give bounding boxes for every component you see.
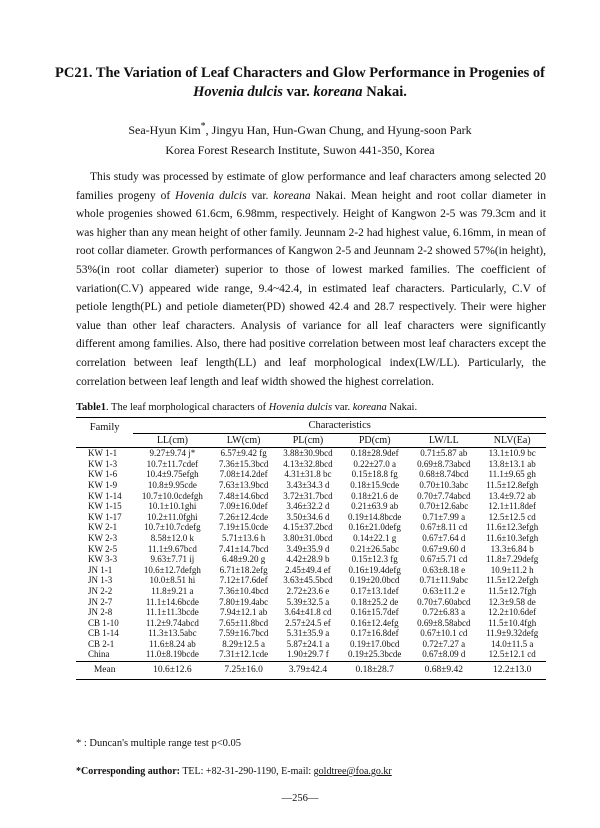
table-row (76, 459, 546, 470)
value-cell: 7.09±16.0def (219, 501, 268, 512)
value-cell: 11.8±7.29defg (486, 554, 539, 565)
value-cell: 0.70±7.74abcd (417, 490, 471, 501)
value-cell: 4.15±37.2bcd (283, 522, 333, 533)
family-cell: KW 3-3 (88, 554, 118, 565)
value-cell: 0.21±63.9 ab (351, 501, 399, 512)
family-header: Family (89, 422, 120, 433)
value-cell: 0.17±16.8def (350, 628, 399, 639)
value-cell: 10.9±11.2 h (490, 564, 534, 575)
table-row (76, 575, 546, 586)
value-cell: 11.5±12.7fgh (488, 585, 537, 596)
value-cell: 0.70±7.60abcd (417, 596, 471, 607)
value-cell: 3.64±41.8 cd (284, 607, 332, 618)
caption-text-b: var. (332, 402, 353, 413)
column-header: PD(cm) (358, 434, 391, 446)
value-cell: 11.0±8.19bcde (145, 649, 199, 660)
corresponding-author (76, 766, 392, 777)
value-cell: 7.41±14.7bcd (218, 543, 269, 554)
value-cell: 5.39±32.5 a (286, 596, 330, 607)
value-cell: 3.49±35.9 d (286, 543, 330, 554)
family-cell: KW 1-1 (88, 448, 118, 459)
title-end: Nakai. (362, 84, 407, 100)
value-cell: 0.16±12.4efg (350, 617, 399, 628)
value-cell: 14.0±11.5 a (491, 638, 534, 649)
table-row (76, 649, 546, 661)
corresponding-email-link[interactable]: goldtree@foa.go.kr (313, 766, 392, 777)
mean-cell: 10.6±12.6 (153, 665, 192, 676)
value-cell: 0.14±22.1 g (353, 532, 397, 543)
value-cell: 0.18±25.2 de (351, 596, 399, 607)
value-cell: 3.43±34.3 d (286, 479, 330, 490)
value-cell: 11.9±9.32defg (486, 628, 539, 639)
value-cell: 0.19±20.0bcd (349, 575, 400, 586)
value-cell: 0.67±10.1 cd (420, 628, 468, 639)
value-cell: 11.1±9.65 gh (488, 469, 536, 480)
value-cell: 10.7±10.7cdefg (144, 522, 201, 533)
value-cell: 0.16±15.7def (350, 607, 399, 618)
value-cell: 0.18±28.9def (350, 448, 399, 459)
value-cell: 2.57±24.5 ef (285, 617, 331, 628)
table-row (76, 533, 546, 544)
value-cell: 0.67±8.09 d (422, 649, 466, 660)
value-cell: 0.67±8.11 cd (420, 522, 468, 533)
value-cell: 0.69±8.73abcd (417, 458, 471, 469)
table-row (76, 597, 546, 608)
family-cell: KW 1-14 (88, 490, 122, 501)
family-cell: JN 2-7 (88, 596, 113, 607)
mean-label: Mean (93, 665, 116, 676)
value-cell: 0.68±8.74bcd (419, 469, 469, 480)
value-cell: 7.94±12.1 ab (220, 607, 268, 618)
table-row (76, 554, 546, 565)
value-cell: 5.87±24.1 a (286, 638, 330, 649)
value-cell: 3.63±45.5bcd (283, 575, 333, 586)
abstract-variety: koreana (273, 189, 311, 202)
value-cell: 10.7±10.0cdefgh (141, 490, 203, 501)
value-cell: 0.72±7.27 a (422, 638, 466, 649)
table-body (76, 448, 546, 662)
table-row (76, 607, 546, 618)
value-cell: 7.36±15.3bcd (218, 458, 269, 469)
table-row (76, 491, 546, 502)
value-cell: 10.8±9.95cde (147, 479, 197, 490)
value-cell: 0.63±11.2 e (422, 585, 466, 596)
value-cell: 0.18±15.9cde (350, 479, 400, 490)
table-row (76, 522, 546, 533)
value-cell: 0.67±9.60 d (422, 543, 466, 554)
author-star: * (200, 121, 206, 132)
author-rest: , Jingyu Han, Hun-Gwan Chung, and Hyung-soon Park (205, 123, 472, 137)
value-cell: 7.65±11.8bcd (219, 617, 269, 628)
table-caption (76, 402, 417, 413)
value-cell: 3.88±30.9bcd (283, 448, 333, 459)
value-cell: 11.1±11.3bcde (146, 607, 199, 618)
column-header: PL(cm) (292, 434, 324, 446)
value-cell: 0.19±14.8bcde (347, 511, 402, 522)
value-cell: 2.45±49.4 ef (285, 564, 331, 575)
value-cell: 13.3±6.84 b (490, 543, 534, 554)
value-cell: 7.12±17.6def (219, 575, 268, 586)
value-cell: 4.31±31.8 bc (284, 469, 332, 480)
mean-cell: 0.18±28.7 (355, 665, 394, 676)
family-cell: JN 2-8 (88, 607, 113, 618)
value-cell: 5.31±35.9 a (286, 628, 330, 639)
value-cell: 9.63±7.71 ij (150, 554, 195, 565)
table-row (76, 628, 546, 639)
value-cell: 8.58±12.0 k (150, 532, 194, 543)
value-cell: 2.72±23.6 e (286, 585, 330, 596)
value-cell: 4.42±28.9 b (286, 554, 330, 565)
characteristics-header: Characteristics (133, 418, 546, 434)
value-cell: 13.1±10.9 bc (488, 448, 536, 459)
value-cell: 7.63±13.9bcd (218, 479, 269, 490)
value-cell: 0.71±11.9abc (419, 575, 469, 586)
value-cell: 12.5±12.5 cd (488, 511, 536, 522)
value-cell: 7.36±10.4bcd (218, 585, 269, 596)
value-cell: 0.71±5.87 ab (420, 448, 468, 459)
caption-label: Table1 (76, 402, 106, 413)
table-row (76, 565, 546, 576)
table-row (76, 586, 546, 597)
value-cell: 11.6±12.3efgh (486, 522, 539, 533)
column-header: LW(cm) (226, 434, 261, 446)
author-block (40, 117, 560, 160)
family-cell: KW 1-6 (88, 469, 118, 480)
value-cell: 7.19±15.0cde (219, 522, 269, 533)
family-cell: CB 2-1 (88, 638, 115, 649)
mean-cell: 0.68±9.42 (424, 665, 464, 676)
value-cell: 0.16±19.4defg (348, 564, 401, 575)
value-cell: 7.08±14.2def (219, 469, 268, 480)
value-cell: 0.21±26.5abc (350, 543, 400, 554)
family-cell: JN 1-1 (88, 564, 113, 575)
value-cell: 12.3±9.58 de (488, 596, 536, 607)
table-row (76, 618, 546, 629)
value-cell: 0.18±21.6 de (351, 490, 399, 501)
value-cell: 0.69±8.58abcd (417, 617, 471, 628)
title-line-1: PC21. The Variation of Leaf Characters and Glow Performance in Progenies of (55, 65, 545, 81)
value-cell: 10.0±8.51 hi (149, 575, 196, 586)
value-cell: 12.2±10.6def (488, 607, 537, 618)
column-header-row (76, 433, 546, 448)
family-cell: JN 1-3 (88, 575, 113, 586)
value-cell: 0.70±10.3abc (419, 479, 469, 490)
value-cell: 0.15±18.8 fg (351, 469, 398, 480)
value-cell: 11.5±10.4fgh (488, 617, 537, 628)
value-cell: 0.19±25.3bcde (347, 649, 402, 660)
value-cell: 5.71±13.6 h (222, 532, 266, 543)
table-row (76, 480, 546, 491)
value-cell: 3.50±34.6 d (286, 511, 330, 522)
family-cell: KW 2-3 (88, 532, 118, 543)
value-cell: 0.72±6.83 a (422, 607, 466, 618)
value-cell: 10.4±9.75efgh (146, 469, 199, 480)
family-cell: KW 2-1 (88, 522, 118, 533)
mean-row (76, 662, 546, 680)
value-cell: 8.29±12.5 a (222, 638, 265, 649)
family-cell: CB 1-14 (88, 628, 119, 639)
title-variety: koreana (313, 84, 363, 100)
corresponding-text: TEL: +82-31-290-1190, E-mail: (180, 766, 314, 777)
abstract-part-3: Nakai. Mean height and root collar diameter in whole progenies showed 61.6cm, 6.98mm, respectively. Height of Kangwon 2-5 was 79.3cm and it was higher than any mean height of other family. Jeunnam 2-2 had highest value, 6.16mm, in mean of root collar diameter. Growth performances of Kangwon 2-5 and Jeunnam 2-2 showed 57%(in height), 53%(in root collar diameter) superior to those of lowest marked families. The coefficient of variation(C.V) appeared wide range, 9.4~42.4, in estimated leaf characters. Particularly, C.V of petiole length(PL) and petiole diameter(PD) showed 42.4 and 28.7 respectively. Their were higher value than other leaf characters. Analysis of variance for all leaf characters were significantly different among families. Also, there had positive correlation between most leaf characters except the correlation between leaf length(LL) and leaf morphological index(LW/LL). Particularly, the correlation between leaf length and leaf width showed the highest correlation. (76, 189, 546, 388)
family-cell: KW 1-17 (88, 511, 122, 522)
value-cell: 1.90±29.7 f (287, 649, 329, 660)
title-species: Hovenia dulcis (193, 84, 283, 100)
mean-cell: 7.25±16.0 (224, 665, 263, 676)
table-row (76, 512, 546, 523)
column-header: LL(cm) (156, 434, 188, 446)
title-var: var. (282, 84, 314, 100)
column-header: NLV(Ea) (493, 434, 531, 446)
family-cell: JN 2-2 (88, 585, 113, 596)
family-cell: China (88, 649, 110, 660)
value-cell: 0.15±12.3 fg (351, 554, 398, 565)
family-cell: CB 1-10 (88, 617, 119, 628)
value-cell: 11.5±12.2efgh (486, 575, 539, 586)
family-cell: KW 1-9 (88, 479, 118, 490)
value-cell: 7.48±14.6bcd (218, 490, 269, 501)
abstract-species: Hovenia dulcis (175, 189, 247, 202)
caption-text-c: Nakai. (386, 402, 418, 413)
value-cell: 10.1±10.1ghi (148, 501, 197, 512)
value-cell: 11.8±9.21 a (151, 585, 194, 596)
value-cell: 0.63±8.18 e (422, 564, 466, 575)
family-cell: KW 1-15 (88, 501, 122, 512)
value-cell: 10.2±11.0fghi (147, 511, 198, 522)
value-cell: 6.71±18.2efg (219, 564, 268, 575)
value-cell: 12.1±11.8def (488, 501, 536, 512)
table-row (76, 448, 546, 459)
table-row (76, 469, 546, 480)
family-cell: KW 1-3 (88, 458, 118, 469)
value-cell: 6.57±9.42 fg (220, 448, 267, 459)
value-cell: 0.71±7.99 a (422, 511, 466, 522)
value-cell: 0.22±27.0 a (353, 458, 397, 469)
value-cell: 7.59±16.7bcd (218, 628, 269, 639)
value-cell: 11.1±14.6bcde (145, 596, 199, 607)
value-cell: 6.48±9.20 g (222, 554, 266, 565)
leaf-characters-table (76, 417, 546, 680)
value-cell: 10.6±12.7defgh (143, 564, 201, 575)
value-cell: 11.2±9.74abcd (145, 617, 199, 628)
caption-variety: koreana (352, 402, 387, 413)
value-cell: 3.80±31.0bcd (283, 532, 333, 543)
corresponding-label: *Corresponding author: (76, 766, 180, 777)
value-cell: 3.72±31.7bcd (283, 490, 333, 501)
caption-text-a: . The leaf morphological characters of (105, 402, 269, 413)
value-cell: 0.70±12.6abc (419, 501, 469, 512)
table-row (76, 544, 546, 555)
mean-cell: 3.79±42.4 (288, 665, 328, 676)
value-cell: 7.26±12.4cde (219, 511, 269, 522)
value-cell: 10.7±11.7cdef (146, 458, 199, 469)
value-cell: 11.1±9.67bcd (147, 543, 197, 554)
value-cell: 13.4±9.72 ab (488, 490, 536, 501)
author-first: Sea-Hyun Kim (128, 123, 201, 137)
table-row (76, 639, 546, 650)
page-number: —256— (281, 793, 319, 804)
affiliation: Korea Forest Research Institute, Suwon 441-350, Korea (165, 143, 435, 157)
abstract (76, 168, 546, 391)
value-cell: 11.6±10.3efgh (486, 532, 539, 543)
value-cell: 0.19±17.0bcd (349, 638, 400, 649)
value-cell: 3.46±32.2 d (286, 501, 330, 512)
authors-line (40, 117, 560, 140)
value-cell: 7.80±19.4abc (219, 596, 269, 607)
value-cell: 12.5±12.1 cd (488, 649, 536, 660)
mean-cell: 12.2±13.0 (492, 665, 532, 676)
value-cell: 11.6±8.24 ab (148, 638, 196, 649)
value-cell: 0.16±21.0defg (348, 522, 401, 533)
footnote: * : Duncan's multiple range test p<0.05 (76, 738, 241, 749)
value-cell: 7.31±12.1cde (219, 649, 269, 660)
value-cell: 0.67±5.71 cd (420, 554, 468, 565)
family-cell: KW 2-5 (88, 543, 118, 554)
caption-species: Hovenia dulcis (268, 402, 333, 413)
column-header: LW/LL (428, 434, 459, 446)
value-cell: 11.5±12.8efgh (486, 479, 539, 490)
table-row (76, 501, 546, 512)
value-cell: 9.27±9.74 j* (149, 448, 196, 459)
value-cell: 0.67±7.64 d (422, 532, 466, 543)
abstract-part-2: var. (246, 189, 274, 202)
value-cell: 13.8±13.1 ab (488, 458, 536, 469)
title-line-2 (40, 83, 560, 102)
value-cell: 11.3±13.5abc (148, 628, 197, 639)
value-cell: 0.17±13.1def (350, 585, 399, 596)
abstract-part-1: This study was processed by estimate of glow performance and leaf characters among selected 20 families progeny of (76, 171, 546, 202)
value-cell: 4.13±32.8bcd (283, 458, 333, 469)
paper-title (40, 64, 560, 102)
